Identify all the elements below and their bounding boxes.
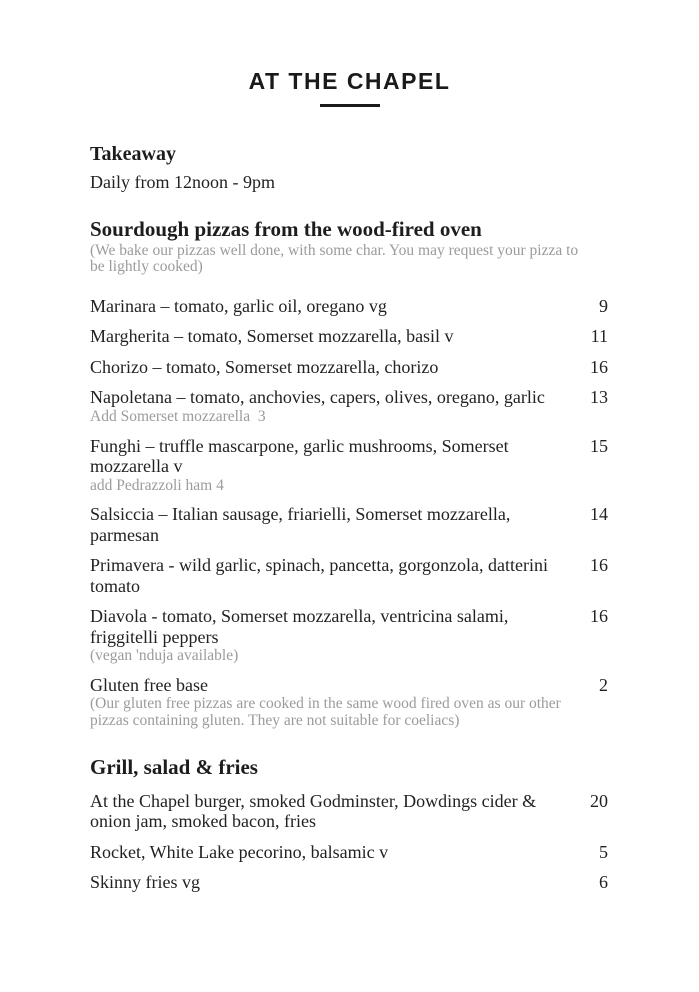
item-list — [90, 296, 608, 730]
item-name: At the Chapel burger, smoked Godminster, Dowdings cider & onion jam, smoked bacon, fries — [90, 790, 537, 832]
item-price: 14 — [590, 504, 608, 525]
item-price: 20 — [590, 790, 608, 811]
section-heading: Grill, salad & fries — [90, 754, 258, 779]
item-main — [90, 842, 608, 863]
section-heading: Sourdough pizzas from the wood-fired oven — [90, 216, 482, 241]
item-price: 2 — [599, 674, 608, 695]
item-main — [90, 675, 608, 696]
menu-item — [90, 675, 608, 730]
item-main — [90, 387, 608, 408]
menu-item — [90, 436, 608, 495]
menu-item — [90, 326, 608, 347]
menu-item — [90, 387, 608, 425]
menu-item — [90, 872, 608, 893]
menu-item — [90, 357, 608, 378]
item-main — [90, 357, 608, 378]
menu-item — [90, 791, 608, 832]
menu-section-1 — [90, 218, 608, 730]
item-main — [90, 436, 608, 477]
item-name: Rocket, White Lake pecorino, balsamic v — [90, 841, 389, 862]
item-price: 16 — [590, 606, 608, 627]
title-divider — [320, 104, 380, 107]
section-note: (We bake our pizzas well done, with some char. You may request your pizza to be lightly cooked) — [90, 241, 583, 276]
menu-section-0 — [90, 143, 608, 193]
item-name: Margherita – tomato, Somerset mozzarella, basil v — [90, 326, 454, 347]
menu-title: AT THE CHAPEL — [248, 68, 451, 94]
item-price: 11 — [590, 326, 608, 347]
menu-section-2 — [90, 756, 608, 893]
item-price: 9 — [599, 295, 608, 316]
item-name: Marinara – tomato, garlic oil, oregano vg — [90, 295, 387, 316]
item-main — [90, 555, 608, 596]
menu-item — [90, 842, 608, 863]
item-main — [90, 326, 608, 347]
item-name: Salsiccia – Italian sausage, friarielli, Somerset mozzarella, parmesan — [90, 504, 511, 545]
item-name: Skinny fries vg — [90, 872, 200, 893]
section-heading: Takeaway — [90, 143, 176, 165]
item-price: 13 — [590, 387, 608, 408]
item-note: (Our gluten free pizzas are cooked in the same wood fired oven as our other pizzas containing gluten. They are not suitable for coeliacs) — [90, 695, 565, 729]
menu-item — [90, 606, 608, 665]
item-main — [90, 296, 608, 317]
item-note: (vegan 'nduja available) — [90, 647, 239, 665]
menu-item — [90, 296, 608, 317]
menu-item — [90, 504, 608, 545]
item-note: Add Somerset mozzarella 3 — [90, 408, 266, 425]
item-name: Napoletana – tomato, anchovies, capers, olives, oregano, garlic — [90, 387, 545, 408]
menu-item — [90, 555, 608, 596]
item-name: Primavera - wild garlic, spinach, pancetta, gorgonzola, datterini tomato — [90, 555, 549, 596]
item-price: 16 — [590, 356, 608, 377]
item-main — [90, 791, 608, 832]
item-list — [90, 791, 608, 893]
item-main — [90, 504, 608, 545]
item-price: 15 — [590, 435, 608, 456]
item-main — [90, 872, 608, 893]
item-name: Gluten free base — [90, 674, 208, 695]
item-price: 5 — [599, 841, 608, 862]
item-name: Funghi – truffle mascarpone, garlic mushrooms, Somerset mozzarella v — [90, 435, 509, 477]
menu-sections — [0, 143, 699, 893]
item-main — [90, 606, 608, 647]
item-price: 16 — [590, 555, 608, 576]
section-subtitle: Daily from 12noon - 9pm — [90, 172, 275, 192]
item-price: 6 — [599, 872, 608, 893]
item-name: Diavola - tomato, Somerset mozzarella, ventricina salami, friggitelli peppers — [90, 606, 509, 647]
item-name: Chorizo – tomato, Somerset mozzarella, chorizo — [90, 356, 439, 377]
item-note: add Pedrazzoli ham 4 — [90, 476, 224, 494]
